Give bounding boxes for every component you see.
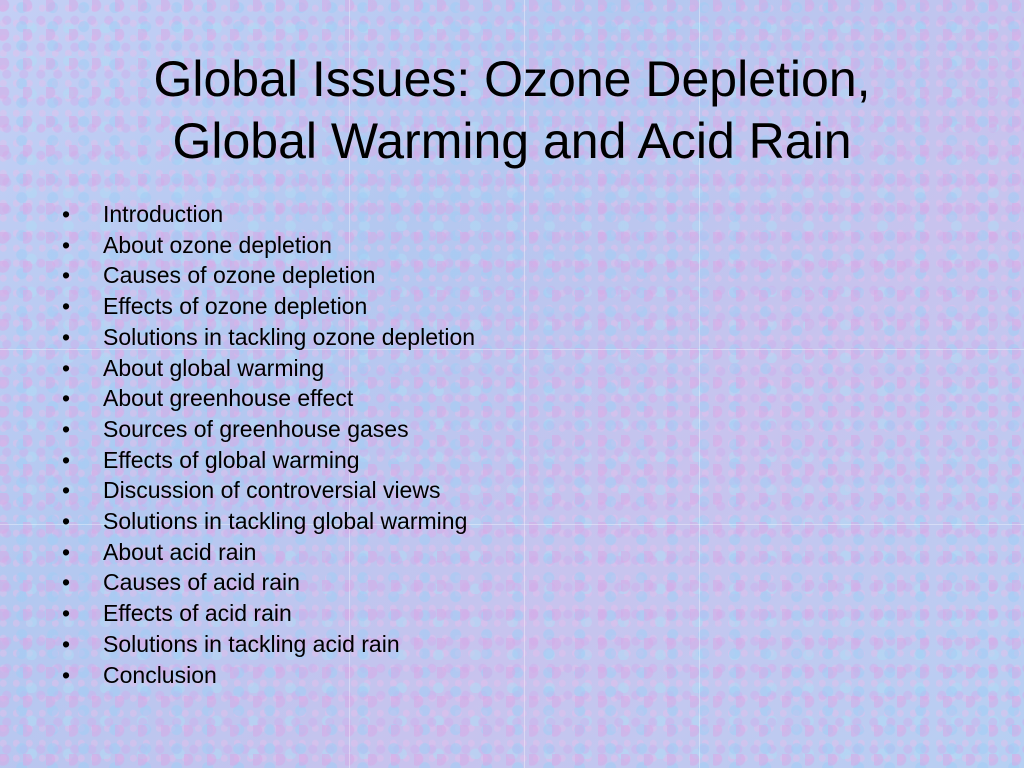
- bullet-icon: •: [62, 600, 71, 627]
- list-item-text: Effects of ozone depletion: [103, 293, 368, 320]
- list-item-text: About acid rain: [103, 538, 257, 565]
- list-item: [60, 291, 475, 322]
- list-item-text: Effects of acid rain: [103, 600, 292, 627]
- bullet-icon: •: [62, 538, 71, 565]
- bullet-icon: •: [62, 477, 71, 504]
- list-item: [60, 383, 475, 414]
- slide-title-line-2: Global Warming and Acid Rain: [172, 113, 852, 169]
- list-item-text: Conclusion: [103, 661, 217, 688]
- bullet-icon: •: [62, 415, 71, 442]
- bullet-icon: •: [62, 446, 71, 473]
- bullet-icon: •: [62, 323, 71, 350]
- bullet-icon: •: [62, 354, 71, 381]
- bullet-icon: •: [62, 201, 71, 227]
- list-item-text: Solutions in tackling global warming: [103, 508, 468, 535]
- agenda-bullet-list: [60, 199, 475, 690]
- list-item: [60, 660, 475, 691]
- bullet-icon: •: [62, 262, 71, 289]
- list-item-text: Solutions in tackling acid rain: [103, 630, 400, 657]
- list-item: [60, 445, 475, 476]
- list-item: [60, 230, 475, 261]
- bullet-icon: •: [62, 569, 71, 596]
- list-item: [60, 629, 475, 660]
- list-item: [60, 598, 475, 629]
- bullet-icon: •: [62, 385, 71, 412]
- list-item-text: About ozone depletion: [103, 231, 332, 258]
- bullet-icon: •: [62, 508, 71, 535]
- list-item: [60, 567, 475, 598]
- list-item-text: Sources of greenhouse gases: [103, 415, 409, 442]
- list-item-text: Effects of global warming: [103, 446, 360, 473]
- list-item-text: Causes of acid rain: [103, 569, 300, 596]
- list-item-text: Discussion of controversial views: [103, 477, 441, 504]
- list-item: [60, 414, 475, 445]
- bullet-icon: •: [62, 231, 71, 258]
- slide-title-line-1: Global Issues: Ozone Depletion,: [153, 51, 871, 107]
- list-item-text: Causes of ozone depletion: [103, 262, 376, 289]
- list-item: [60, 260, 475, 291]
- bullet-icon: •: [62, 630, 71, 657]
- list-item: [60, 475, 475, 506]
- list-item: [60, 353, 475, 384]
- list-item: [60, 322, 475, 353]
- list-item-text: About global warming: [103, 354, 325, 381]
- bullet-icon: •: [62, 293, 71, 320]
- list-item-text: Introduction: [103, 201, 224, 227]
- list-item: [60, 199, 475, 230]
- list-item-text: About greenhouse effect: [103, 385, 354, 412]
- slide-title: [0, 48, 1024, 172]
- list-item-text: Solutions in tackling ozone depletion: [103, 323, 476, 350]
- list-item: [60, 506, 475, 537]
- list-item: [60, 537, 475, 568]
- bullet-icon: •: [62, 661, 71, 688]
